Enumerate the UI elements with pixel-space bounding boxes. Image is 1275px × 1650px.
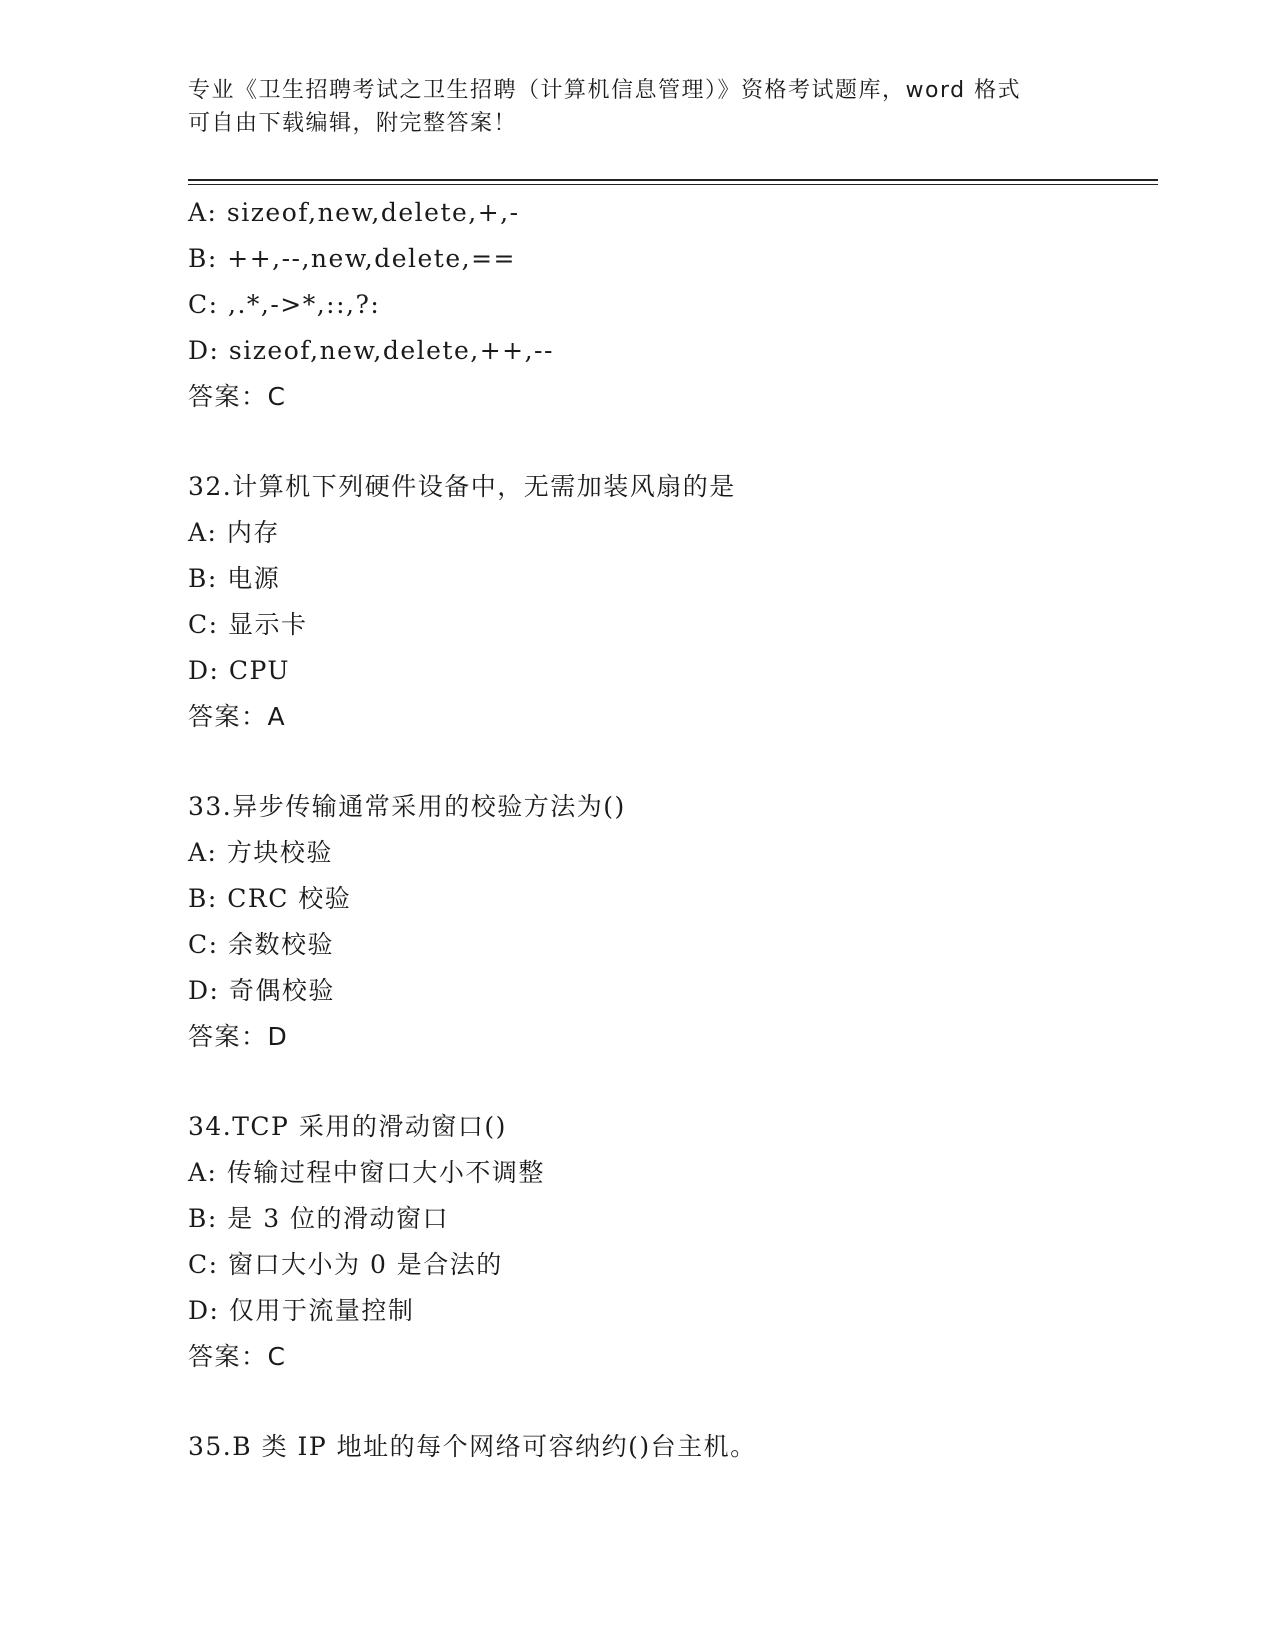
header-divider-thin [188, 184, 1158, 185]
answer: 答案：C [188, 1342, 287, 1371]
option-b: B: ++,--,new,delete,== [188, 244, 516, 273]
question-31-continued [188, 190, 1168, 420]
header-line-1: 专业《卫生招聘考试之卫生招聘（计算机信息管理）》资格考试题库，word 格式 [188, 78, 1022, 103]
option-c: C: 余数校验 [188, 930, 334, 959]
option-a: A: 内存 [188, 518, 280, 547]
question-stem: 34.TCP 采用的滑动窗口() [188, 1112, 507, 1141]
question-33 [188, 784, 1168, 1060]
question-stem: 32.计算机下列硬件设备中，无需加装风扇的是 [188, 472, 736, 501]
option-b: B: 电源 [188, 564, 281, 593]
header-line-2: 可自由下载编辑，附完整答案！ [188, 111, 518, 136]
question-list [188, 190, 1168, 1470]
question-35 [188, 1424, 1168, 1470]
option-d: D: 奇偶校验 [188, 976, 335, 1005]
question-32 [188, 464, 1168, 740]
option-b: B: 是 3 位的滑动窗口 [188, 1204, 450, 1233]
option-a: A: sizeof,new,delete,+,- [188, 198, 520, 227]
document-header [188, 74, 1088, 140]
option-b: B: CRC 校验 [188, 884, 352, 913]
option-d: D: CPU [188, 656, 290, 685]
option-c: C: ,.*,->*,::,?: [188, 290, 381, 319]
answer: 答案：A [188, 702, 287, 731]
option-c: C: 窗口大小为 0 是合法的 [188, 1250, 503, 1279]
option-a: A: 方块校验 [188, 838, 333, 867]
question-stem: 33.异步传输通常采用的校验方法为() [188, 792, 626, 821]
answer: 答案：D [188, 1022, 289, 1051]
option-c: C: 显示卡 [188, 610, 308, 639]
option-d: D: sizeof,new,delete,++,-- [188, 336, 554, 365]
answer: 答案：C [188, 382, 287, 411]
question-stem: 35.B 类 IP 地址的每个网络可容纳约()台主机。 [188, 1432, 757, 1461]
option-a: A: 传输过程中窗口大小不调整 [188, 1158, 545, 1187]
question-34 [188, 1104, 1168, 1380]
option-d: D: 仅用于流量控制 [188, 1296, 415, 1325]
header-divider-thick [188, 179, 1158, 181]
